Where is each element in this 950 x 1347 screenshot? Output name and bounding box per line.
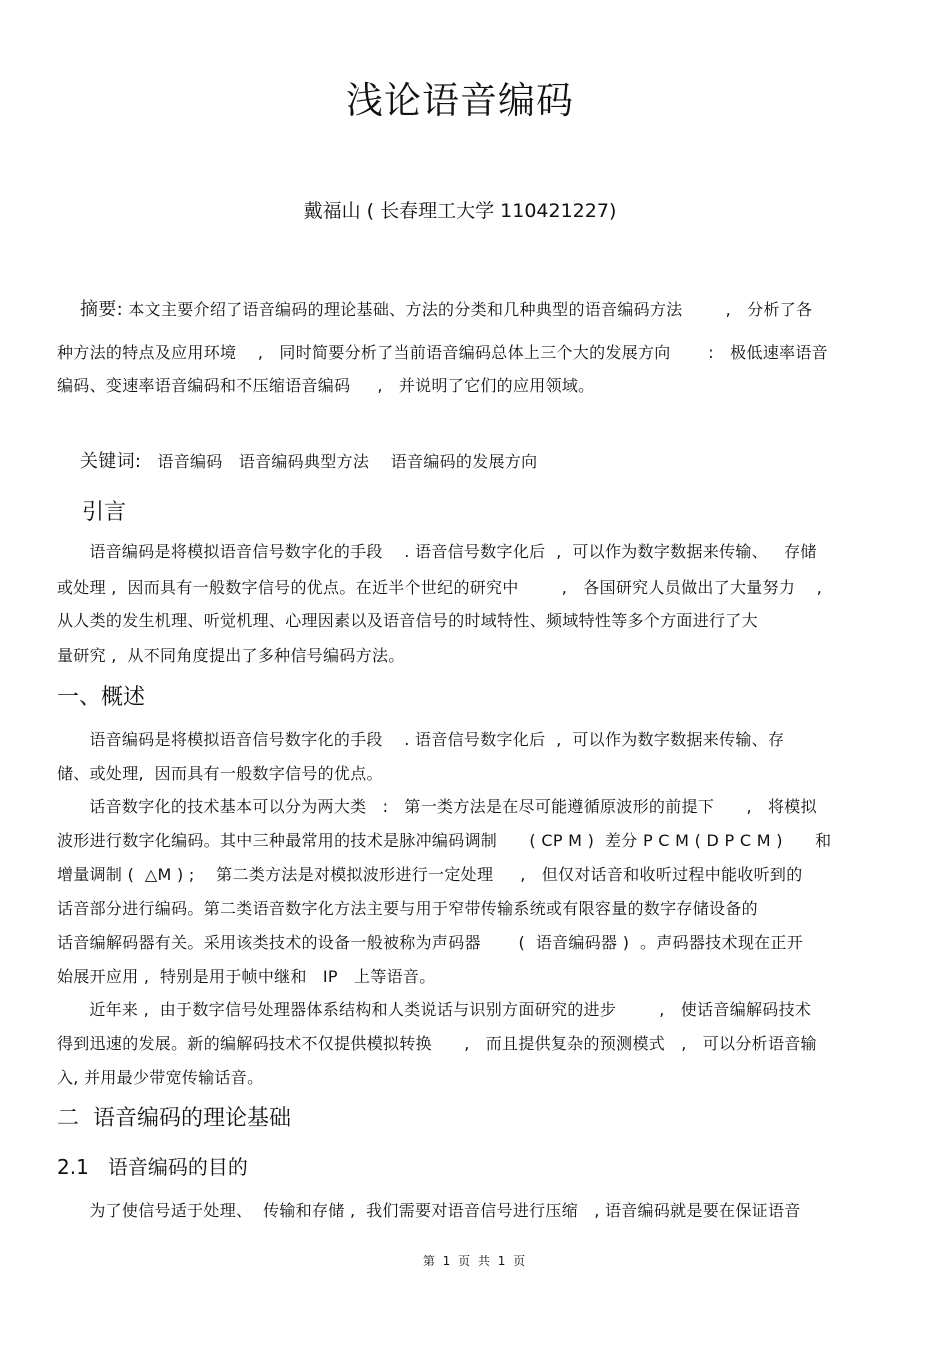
- section-2-heading: 二 语音编码的理论基础: [57, 1106, 291, 1131]
- section-1-line-6: 话音部分进行编码。第二类语音数字化方法主要与用于窄带传输系统或有限容量的数字存储设备的: [57, 899, 758, 918]
- intro-line-3: 从人类的发生机理、听觉机理、心理因素以及语音信号的时域特性、频域特性等多个方面进行了大: [57, 611, 758, 630]
- section-1-line-7: 话音编解码器有关。采用该类技术的设备一般被称为声码器 ( 语音编码器 ) 。声码器技术现在正开: [57, 933, 804, 952]
- section-1-line-4: 波形进行数字化编码。其中三种最常用的技术是脉冲编码调制 ( CP M ) 差分 P C M ( D P C M ) 和: [57, 831, 832, 850]
- section-1-line-1: 语音编码是将模拟语音信号数字化的手段 . 语音信号数字化后 , 可以作为数字数据来传输、存: [57, 730, 785, 749]
- keywords-text: 语音编码 语音编码典型方法 语音编码的发展方向: [141, 452, 538, 471]
- intro-line-4: 量研究 , 从不同角度提出了多种信号编码方法。: [57, 646, 405, 665]
- section-1-line-3: 话音数字化的技术基本可以分为两大类 : 第一类方法是在尽可能遵循原波形的前提下 , 将模拟: [57, 797, 817, 816]
- page-footer: 第 1 页 共 1 页: [422, 1254, 528, 1268]
- intro-line-2: 或处理 , 因而具有一般数字信号的优点。在近半个世纪的研究中 , 各国研究人员做出了大量努力 ,: [57, 578, 823, 597]
- keywords-line: [80, 450, 537, 474]
- section-1-line-2: 储、或处理, 因而具有一般数字信号的优点。: [57, 764, 383, 783]
- paper-title: 浅论语音编码: [346, 79, 574, 122]
- section-1-line-8: 始展开应用 , 特别是用于帧中继和 IP 上等语音。: [57, 967, 436, 986]
- intro-line-1: 语音编码是将模拟语音信号数字化的手段 . 语音信号数字化后 , 可以作为数字数据来传输、 存储: [57, 542, 817, 561]
- section-1-line-9: 近年来 , 由于数字信号处理器体系结构和人类说话与识别方面研究的进步 , 使话音编解码技术: [57, 1000, 812, 1019]
- abstract-line-2: 种方法的特点及应用环境 , 同时简要分析了当前语音编码总体上三个大的发展方向 : 极低速率语音: [57, 343, 828, 362]
- section-1-heading: 一、概述: [57, 685, 146, 710]
- intro-heading: 引言: [82, 500, 127, 525]
- abstract-line-3: 编码、变速率语音编码和不压缩语音编码 , 并说明了它们的应用领域。: [57, 376, 595, 395]
- section-1-line-11: 入, 并用最少带宽传输话音。: [57, 1068, 264, 1087]
- abstract-first-line: [80, 298, 812, 322]
- keywords-label: 关键词:: [80, 451, 142, 472]
- abstract-line-1: 本文主要介绍了语音编码的理论基础、方法的分类和几种典型的语音编码方法 , 分析了各: [122, 300, 813, 319]
- abstract-label: 摘要:: [80, 299, 123, 320]
- section-1-line-10: 得到迅速的发展。新的编解码技术不仅提供模拟转换 , 而且提供复杂的预测模式 , 可以分析语音输: [57, 1034, 817, 1053]
- subsection-2-1-heading: 2.1 语音编码的目的: [57, 1155, 248, 1179]
- author-line: 戴福山 ( 长春理工大学 110421227): [303, 200, 617, 222]
- section-1-line-5: 增量调制 ( △M ) ; 第二类方法是对模拟波形进行一定处理 , 但仅对话音和收听过程中能收听到的: [57, 865, 803, 884]
- subsection-2-1-line-1: 为了使信号适于处理、 传输和存储 , 我们需要对语音信号进行压缩 , 语音编码就是要在保证语音: [57, 1201, 801, 1220]
